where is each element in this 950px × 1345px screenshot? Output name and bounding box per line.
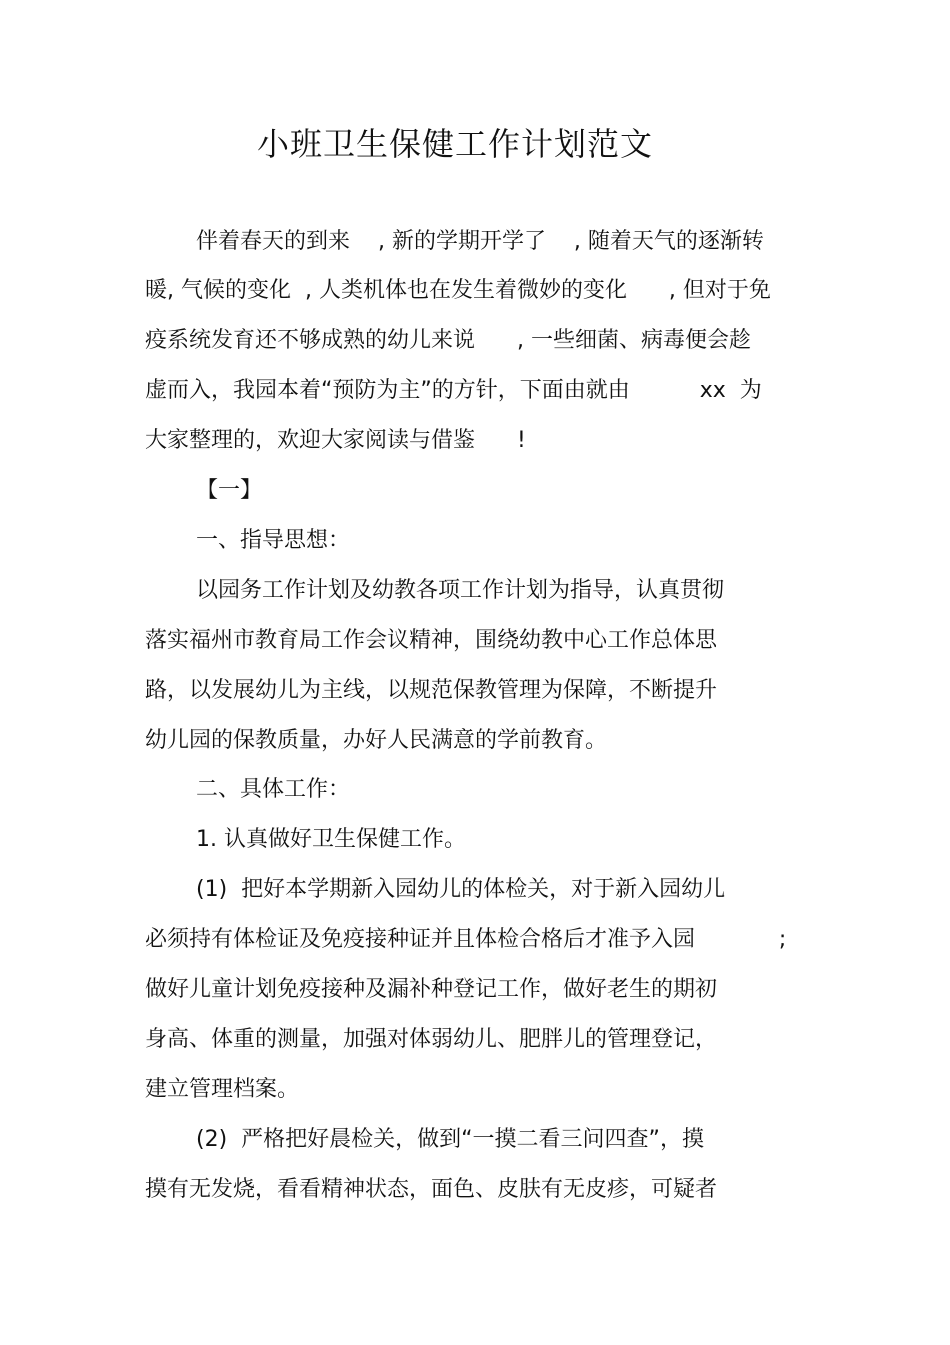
subsection-heading: 二、具体工作： (196, 777, 351, 802)
paragraph-line: (2) 严格把好晨检关，做到“一摸二看三问四查”，摸 (196, 1127, 704, 1152)
paragraph-line: 虚而入，我园本着“预防为主”的方针，下面由就由 xx 为 (145, 378, 762, 403)
paragraph-line: 身高、体重的测量，加强对体弱幼儿、肥胖儿的管理登记， (145, 1027, 718, 1052)
paragraph-line: 建立管理档案。 (145, 1077, 300, 1102)
section-heading: 【一】 (196, 478, 263, 503)
paragraph-line: 幼儿园的保教质量，办好人民满意的学前教育。 (145, 728, 608, 753)
list-item-heading: 1. 认真做好卫生保健工作。 (196, 827, 466, 852)
subsection-heading: 一、指导思想： (196, 528, 351, 553)
paragraph-line: (1) 把好本学期新入园幼儿的体检关，对于新入园幼儿 (196, 877, 726, 902)
paragraph-line: 必须持有体检证及免疫接种证并且体检合格后才准予入园 ; (145, 927, 787, 952)
paragraph-line: 疫系统发育还不够成熟的幼儿来说 , 一些细菌、病毒便会趁 (145, 328, 751, 353)
paragraph-line: 落实福州市教育局工作会议精神，围绕幼教中心工作总体思 (145, 628, 718, 653)
paragraph-line: 伴着春天的到来 , 新的学期开学了 , 随着天气的逐渐转 (196, 229, 764, 254)
paragraph-line: 暖, 气候的变化 , 人类机体也在发生着微妙的变化 , 但对于免 (145, 278, 771, 303)
paragraph-line: 做好儿童计划免疫接种及漏补种登记工作，做好老生的期初 (145, 977, 718, 1002)
paragraph-line: 摸有无发烧，看看精神状态，面色、皮肤有无皮疹，可疑者 (145, 1177, 718, 1202)
paragraph-line: 路，以发展幼儿为主线，以规范保教管理为保障，不断提升 (145, 678, 718, 703)
paragraph-line: 以园务工作计划及幼教各项工作计划为指导，认真贯彻 (196, 578, 725, 603)
document-title: 小班卫生保健工作计划范文 (256, 125, 653, 163)
paragraph-line: 大家整理的，欢迎大家阅读与借鉴 ! (145, 428, 526, 453)
